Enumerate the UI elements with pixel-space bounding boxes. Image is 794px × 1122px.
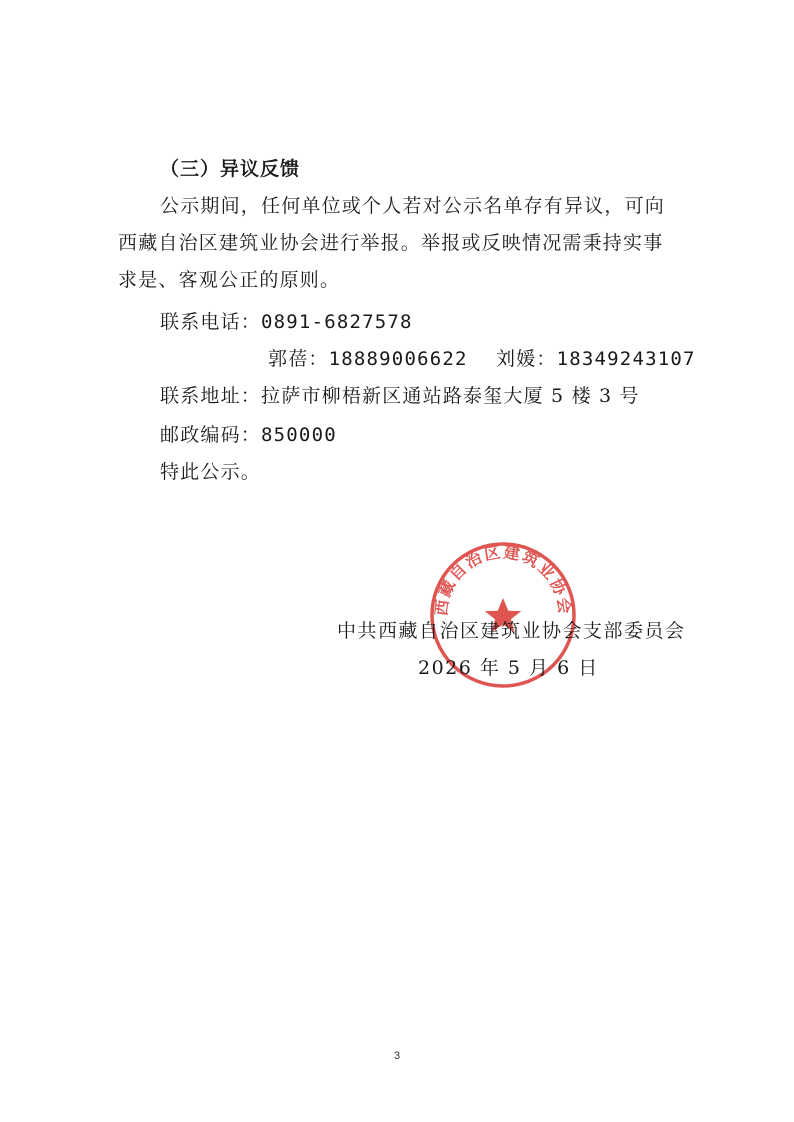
- contact-1-phone: 18889006622: [328, 348, 468, 370]
- closing-text: 特此公示。: [160, 461, 262, 483]
- signature-date: 2026 年 5 月 6 日: [418, 657, 599, 679]
- signature-organization: 中共西藏自治区建筑业协会支部委员会: [337, 620, 686, 642]
- page-number: 3: [393, 1050, 401, 1062]
- contact-2-phone: 18349243107: [556, 348, 696, 370]
- phone-row: [160, 313, 413, 332]
- section-heading: （三）异议反馈: [160, 158, 301, 180]
- address-row: [160, 387, 640, 406]
- phone-label: 联系电话：: [160, 311, 262, 333]
- phone-value: 0891-6827578: [261, 311, 413, 333]
- paragraph-line-1: 公示期间，任何单位或个人若对公示名单存有异议，可向: [160, 195, 666, 217]
- contact-2: [496, 350, 696, 369]
- postcode-value: 850000: [261, 424, 337, 446]
- address-value: 拉萨市柳梧新区通站路泰玺大厦 5 楼 3 号: [261, 385, 640, 407]
- contact-1: [268, 350, 468, 369]
- address-label: 联系地址：: [160, 385, 262, 407]
- contact-1-name: 郭蓓：: [268, 348, 329, 370]
- postcode-row: [160, 426, 337, 445]
- paragraph-line-2: 西藏自治区建筑业协会进行举报。举报或反映情况需秉持实事: [118, 232, 664, 254]
- contact-2-name: 刘媛：: [496, 348, 557, 370]
- seal-text: 西藏自治区建筑业协会: [431, 542, 575, 617]
- paragraph-line-3: 求是、客观公正的原则。: [118, 269, 341, 291]
- postcode-label: 邮政编码：: [160, 424, 262, 446]
